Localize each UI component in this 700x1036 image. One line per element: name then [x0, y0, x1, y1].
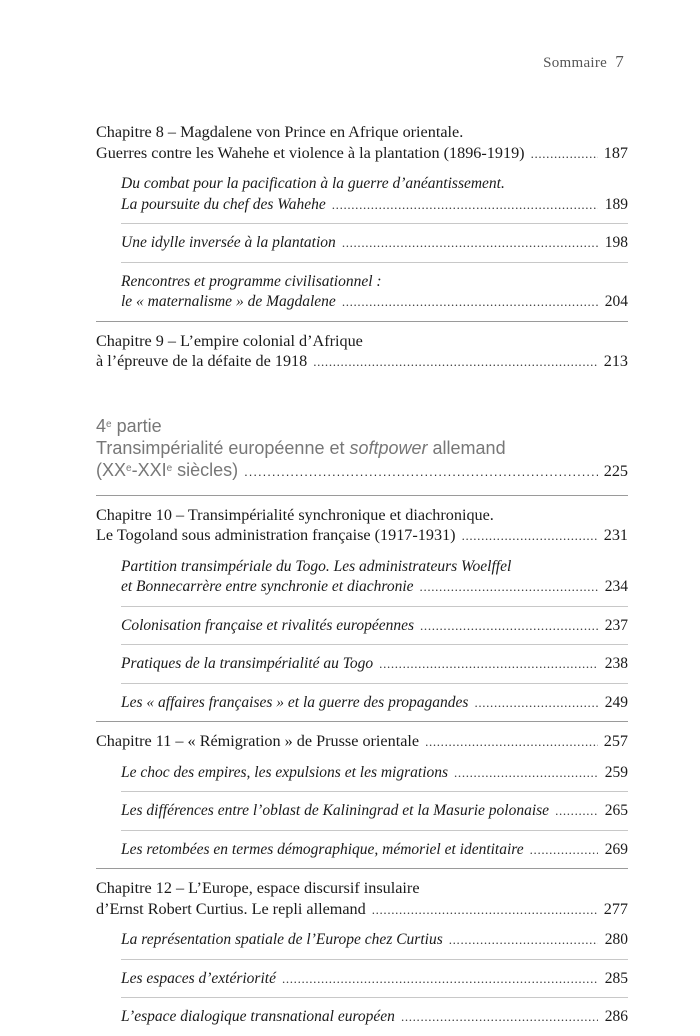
toc-entry-line: Une idylle inversée à la plantation	[121, 234, 336, 251]
toc-entry-chapitre-12[interactable]	[96, 878, 628, 920]
part-title-text: Transimpérialité européenne et	[96, 437, 350, 458]
dot-leader	[449, 930, 598, 951]
dot-leader	[530, 840, 598, 861]
part-title-text: siècles)	[172, 459, 239, 480]
toc-page-number: 231	[603, 526, 628, 544]
toc-entry-line: Chapitre 10 – Transimpérialité synchronique et diachronique.	[96, 505, 494, 524]
divider	[121, 262, 628, 263]
toc-entry-section[interactable]	[121, 763, 628, 784]
toc-entry-line: Colonisation française et rivalités européennes	[121, 616, 415, 634]
part-title-text: -XXI	[131, 459, 167, 480]
dot-leader	[425, 732, 598, 753]
toc-entry-line: le « maternalisme » de Magdalene	[121, 293, 336, 310]
toc-entry-section[interactable]	[121, 616, 628, 637]
toc-entry-line: à l’épreuve de la défaite de 1918	[96, 352, 308, 370]
toc-entry-section[interactable]	[121, 840, 628, 861]
toc-page-number: 189	[604, 195, 628, 213]
part-number	[96, 415, 628, 437]
toc-page-number: 259	[604, 763, 628, 781]
dot-leader	[462, 526, 598, 547]
toc-entry-section[interactable]	[121, 969, 628, 990]
divider	[121, 791, 628, 792]
toc-entry-line: Les différences entre l’oblast de Kaliningrad et la Masurie polonaise	[121, 802, 550, 819]
toc-entry-section[interactable]	[121, 1007, 628, 1028]
superscript: e	[106, 418, 112, 430]
toc-entry-section[interactable]	[121, 557, 628, 598]
toc-entry-line: Chapitre 12 – L’Europe, espace discursif insulaire	[96, 879, 420, 897]
toc-page-number: 238	[604, 655, 628, 672]
toc-entry-line: Pratiques de la transimpérialité au Togo	[121, 655, 374, 672]
dot-leader	[379, 654, 598, 675]
page-number: 7	[615, 52, 624, 71]
dot-leader	[420, 577, 598, 598]
toc-entry-section[interactable]	[121, 801, 628, 822]
toc-entry-line: La représentation spatiale de l’Europe chez Curtius	[121, 931, 443, 948]
toc-page-number: 225	[603, 461, 628, 480]
table-of-contents	[96, 122, 628, 1036]
toc-entry-line: Chapitre 11 – « Rémigration » de Prusse orientale	[96, 732, 420, 750]
part-title-line	[96, 459, 238, 481]
dot-leader	[313, 352, 597, 373]
toc-entry-section[interactable]	[121, 233, 628, 254]
toc-entry-section[interactable]	[121, 930, 628, 951]
toc-entry-line: Le Togoland sous administration française (1917-1931)	[96, 526, 456, 544]
toc-page-number: 257	[603, 732, 628, 750]
toc-entry-line: et Bonnecarrère entre synchronie et diachronie	[121, 578, 414, 595]
toc-entry-line: Chapitre 8 – Magdalene von Prince en Afrique orientale.	[96, 123, 464, 141]
dot-leader	[420, 616, 598, 637]
toc-page-number: 286	[604, 1008, 628, 1025]
toc-page-number: 280	[604, 931, 628, 948]
toc-entry-line: Guerres contre les Wahehe et violence à la plantation (1896-1919)	[96, 143, 525, 162]
part-title-text: allemand	[427, 437, 506, 458]
divider	[96, 321, 628, 322]
part-label: partie	[111, 415, 162, 436]
toc-entry-chapitre-9[interactable]	[96, 331, 628, 373]
toc-entry-line: Partition transimpériale du Togo. Les administrateurs Woelffel	[121, 557, 512, 575]
divider	[121, 223, 628, 224]
toc-entry-section[interactable]	[121, 174, 628, 215]
toc-entry-chapitre-10[interactable]	[96, 505, 628, 547]
toc-entry-chapitre-11[interactable]	[96, 731, 628, 753]
dot-leader	[282, 969, 598, 990]
divider	[121, 606, 628, 607]
toc-page-number: 269	[604, 840, 628, 858]
divider	[96, 495, 628, 496]
divider	[96, 721, 628, 722]
toc-page-number: 277	[603, 899, 628, 918]
toc-page-number: 237	[604, 616, 628, 634]
toc-entry-section[interactable]	[121, 693, 628, 714]
dot-leader	[244, 461, 598, 483]
dot-leader	[342, 233, 598, 254]
toc-entry-line: Rencontres et programme civilisationnel :	[121, 272, 382, 290]
part-title-text: (XX	[96, 459, 127, 480]
dot-leader	[454, 763, 598, 784]
divider	[121, 997, 628, 998]
toc-entry-line: La poursuite du chef des Wahehe	[121, 195, 326, 213]
superscript: e	[166, 462, 173, 474]
toc-page-number: 265	[604, 802, 628, 819]
toc-entry-section[interactable]	[121, 272, 628, 313]
divider	[121, 644, 628, 645]
toc-entry-line: Le choc des empires, les expulsions et les migrations	[121, 763, 449, 781]
toc-page-number: 204	[604, 293, 628, 310]
toc-entry-line: Les espaces d’extériorité	[121, 969, 276, 987]
running-head-label: Sommaire	[543, 55, 608, 71]
dot-leader	[332, 195, 598, 216]
toc-entry-line: d’Ernst Robert Curtius. Le repli allemand	[96, 899, 366, 918]
divider	[121, 683, 628, 684]
running-head	[543, 52, 624, 72]
divider	[96, 868, 628, 869]
part-title	[96, 437, 628, 459]
superscript: e	[126, 462, 132, 474]
toc-entry-line: Les « affaires françaises » et la guerre des propagandes	[121, 693, 469, 711]
part-title-italic: softpower	[349, 437, 428, 458]
divider	[121, 959, 628, 960]
toc-part-heading[interactable]	[96, 415, 628, 483]
dot-leader	[474, 693, 598, 714]
dot-leader	[531, 144, 598, 165]
toc-page-number: 234	[604, 578, 628, 595]
toc-entry-chapitre-8[interactable]	[96, 122, 628, 164]
toc-entry-line: Les retombées en termes démographique, mémoriel et identitaire	[121, 840, 524, 858]
divider	[121, 830, 628, 831]
toc-page-number: 249	[604, 693, 628, 711]
toc-entry-line: Chapitre 9 – L’empire colonial d’Afrique	[96, 331, 363, 350]
toc-entry-line: Du combat pour la pacification à la guerre d’anéantissement.	[121, 175, 505, 192]
toc-page-number: 187	[603, 143, 628, 162]
toc-entry-line: L’espace dialogique transnational européen	[121, 1008, 395, 1025]
dot-leader	[401, 1007, 598, 1028]
dot-leader	[555, 801, 598, 822]
dot-leader	[342, 292, 598, 313]
part-number-digit: 4	[96, 415, 107, 436]
toc-page-number: 198	[604, 234, 628, 251]
dot-leader	[372, 900, 598, 921]
toc-entry-section[interactable]	[121, 654, 628, 675]
toc-page-number: 285	[604, 969, 628, 987]
toc-page-number: 213	[603, 352, 628, 370]
